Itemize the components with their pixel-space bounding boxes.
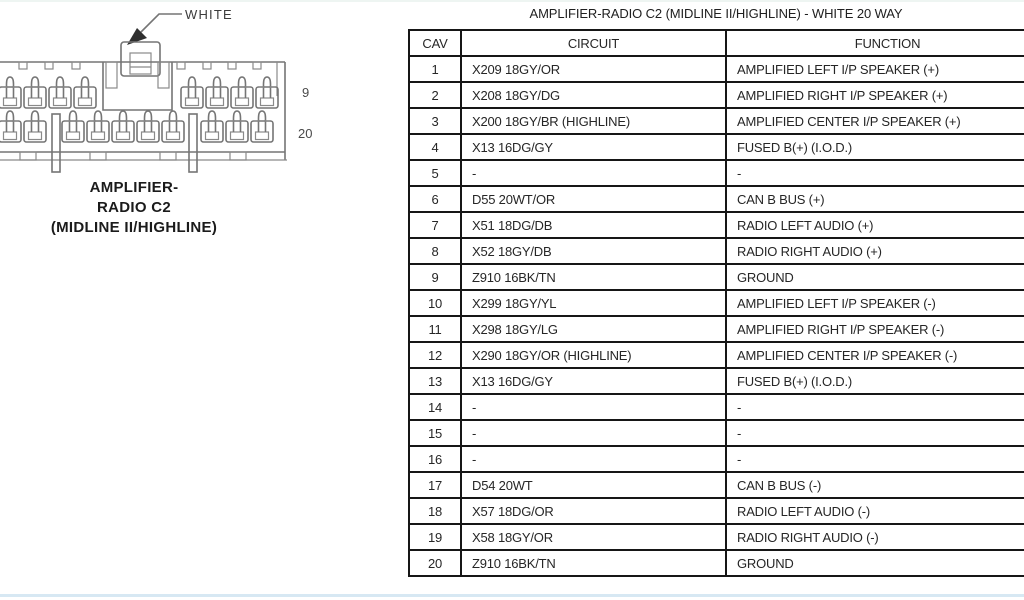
table-row [409, 368, 1024, 394]
circuit-cell: X290 18GY/OR (HIGHLINE) [461, 342, 726, 368]
function-cell: FUSED B(+) (I.O.D.) [726, 368, 1024, 394]
table-row [409, 316, 1024, 342]
pinout-table [408, 29, 1024, 577]
page-title: AMPLIFIER-RADIO C2 (MIDLINE II/HIGHLINE) - WHITE 20 WAY [529, 6, 903, 21]
function-cell: FUSED B(+) (I.O.D.) [726, 134, 1024, 160]
cav-cell: 2 [409, 82, 461, 108]
connector-caption [18, 178, 250, 238]
connector-diagram [0, 0, 340, 260]
table-row [409, 498, 1024, 524]
cav-cell: 3 [409, 108, 461, 134]
function-cell: AMPLIFIED RIGHT I/P SPEAKER (-) [726, 316, 1024, 342]
cav-cell: 17 [409, 472, 461, 498]
pin-row-bottom [0, 111, 273, 142]
table-row [409, 290, 1024, 316]
cav-cell: 9 [409, 264, 461, 290]
circuit-cell: - [461, 446, 726, 472]
circuit-cell: X299 18GY/YL [461, 290, 726, 316]
table-row [409, 342, 1024, 368]
function-cell: RADIO RIGHT AUDIO (+) [726, 238, 1024, 264]
function-cell: - [726, 160, 1024, 186]
table-row [409, 446, 1024, 472]
circuit-cell: X208 18GY/DG [461, 82, 726, 108]
circuit-cell: X58 18GY/OR [461, 524, 726, 550]
circuit-cell: X200 18GY/BR (HIGHLINE) [461, 108, 726, 134]
function-cell: AMPLIFIED LEFT I/P SPEAKER (-) [726, 290, 1024, 316]
table-row [409, 108, 1024, 134]
function-cell: AMPLIFIED LEFT I/P SPEAKER (+) [726, 56, 1024, 82]
function-cell: - [726, 394, 1024, 420]
cav-cell: 15 [409, 420, 461, 446]
function-cell: - [726, 420, 1024, 446]
function-cell: AMPLIFIED CENTER I/P SPEAKER (-) [726, 342, 1024, 368]
table-row [409, 160, 1024, 186]
circuit-cell: X51 18DG/DB [461, 212, 726, 238]
circuit-cell: D54 20WT [461, 472, 726, 498]
cav-cell: 7 [409, 212, 461, 238]
circuit-cell: Z910 16BK/TN [461, 550, 726, 576]
table-row [409, 212, 1024, 238]
white-callout-label: WHITE [185, 7, 233, 22]
cav-cell: 5 [409, 160, 461, 186]
cav-cell: 6 [409, 186, 461, 212]
cav-cell: 16 [409, 446, 461, 472]
bottom-edge-rule [0, 594, 1024, 597]
white-callout [127, 7, 233, 45]
cav-cell: 10 [409, 290, 461, 316]
cav-cell: 12 [409, 342, 461, 368]
cav-cell: 4 [409, 134, 461, 160]
circuit-cell: X298 18GY/LG [461, 316, 726, 342]
cav-cell: 20 [409, 550, 461, 576]
connector-caption-line1: AMPLIFIER- [89, 179, 179, 196]
circuit-cell: X52 18GY/DB [461, 238, 726, 264]
function-cell: AMPLIFIED RIGHT I/P SPEAKER (+) [726, 82, 1024, 108]
cav-cell: 8 [409, 238, 461, 264]
connector-caption-line3: (MIDLINE II/HIGHLINE) [50, 219, 218, 236]
header-cav: CAV [409, 30, 461, 56]
cav-cell: 18 [409, 498, 461, 524]
table-row [409, 134, 1024, 160]
connector-caption-line2: RADIO C2 [96, 199, 172, 216]
circuit-cell: X209 18GY/OR [461, 56, 726, 82]
cav-cell: 14 [409, 394, 461, 420]
function-cell: CAN B BUS (+) [726, 186, 1024, 212]
table-header-row [409, 30, 1024, 56]
circuit-cell: X57 18DG/OR [461, 498, 726, 524]
table-row [409, 394, 1024, 420]
circuit-cell: X13 16DG/GY [461, 134, 726, 160]
circuit-cell: - [461, 420, 726, 446]
function-cell: RADIO LEFT AUDIO (-) [726, 498, 1024, 524]
circuit-cell: Z910 16BK/TN [461, 264, 726, 290]
table-row [409, 186, 1024, 212]
function-cell: - [726, 446, 1024, 472]
circuit-cell: - [461, 394, 726, 420]
table-row [409, 238, 1024, 264]
function-cell: AMPLIFIED CENTER I/P SPEAKER (+) [726, 108, 1024, 134]
table-row [409, 420, 1024, 446]
pin-row-top [0, 77, 278, 108]
circuit-cell: X13 16DG/GY [461, 368, 726, 394]
header-circuit: CIRCUIT [461, 30, 726, 56]
function-cell: CAN B BUS (-) [726, 472, 1024, 498]
table-row [409, 524, 1024, 550]
table-row [409, 550, 1024, 576]
function-cell: RADIO RIGHT AUDIO (-) [726, 524, 1024, 550]
table-row [409, 56, 1024, 82]
bottom-row-count-label: 20 [298, 126, 313, 141]
pinout-table-body [409, 56, 1024, 576]
circuit-cell: D55 20WT/OR [461, 186, 726, 212]
header-function: FUNCTION [726, 30, 1024, 56]
table-row [409, 264, 1024, 290]
function-cell: GROUND [726, 550, 1024, 576]
cav-cell: 13 [409, 368, 461, 394]
function-cell: GROUND [726, 264, 1024, 290]
cav-cell: 19 [409, 524, 461, 550]
function-cell: RADIO LEFT AUDIO (+) [726, 212, 1024, 238]
top-row-count-label: 9 [302, 85, 310, 100]
connector-latch [121, 42, 160, 76]
cav-cell: 1 [409, 56, 461, 82]
table-row [409, 82, 1024, 108]
table-row [409, 472, 1024, 498]
circuit-cell: - [461, 160, 726, 186]
cav-cell: 11 [409, 316, 461, 342]
